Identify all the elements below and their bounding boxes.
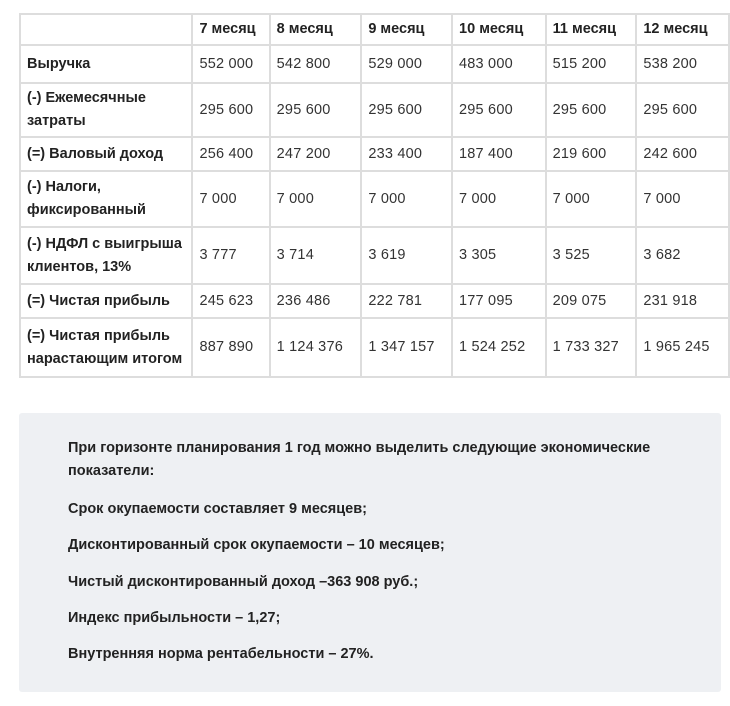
value-cell: 1 965 245 — [636, 318, 729, 377]
value-cell: 177 095 — [452, 284, 546, 318]
table-row — [20, 318, 729, 377]
summary-box — [19, 413, 721, 692]
value-cell: 236 486 — [270, 284, 362, 318]
value-cell: 887 890 — [192, 318, 269, 377]
value-cell: 529 000 — [361, 45, 452, 83]
header-cell: 7 месяц — [192, 14, 269, 45]
summary-item: Срок окупаемости составляет 9 месяцев; — [68, 501, 367, 517]
value-cell: 3 714 — [270, 227, 362, 284]
value-cell: 483 000 — [452, 45, 546, 83]
value-cell: 233 400 — [361, 137, 452, 171]
value-cell: 542 800 — [270, 45, 362, 83]
value-cell: 231 918 — [636, 284, 729, 318]
value-cell: 1 733 327 — [546, 318, 637, 377]
table-row — [20, 227, 729, 284]
header-cell: 9 месяц — [361, 14, 452, 45]
summary-item: Дисконтированный срок окупаемости – 10 месяцев; — [68, 537, 445, 553]
summary-item: Внутренняя норма рентабельности – 27%. — [68, 646, 374, 662]
value-cell: 3 525 — [546, 227, 637, 284]
row-label: (-) Налоги, фиксированный — [20, 171, 192, 227]
value-cell: 7 000 — [361, 171, 452, 227]
value-cell: 295 600 — [546, 83, 637, 137]
value-cell: 1 347 157 — [361, 318, 452, 377]
value-cell: 295 600 — [270, 83, 362, 137]
value-cell: 187 400 — [452, 137, 546, 171]
value-cell: 7 000 — [270, 171, 362, 227]
value-cell: 1 524 252 — [452, 318, 546, 377]
header-cell: 8 месяц — [270, 14, 362, 45]
summary-item: Индекс прибыльности – 1,27; — [68, 610, 281, 626]
summary-intro: При горизонте планирования 1 год можно выделить следующие экономические показатели: — [68, 440, 651, 479]
table-header-row — [20, 14, 729, 45]
table-row — [20, 171, 729, 227]
value-cell: 222 781 — [361, 284, 452, 318]
header-cell: 12 месяц — [636, 14, 729, 45]
value-cell: 3 305 — [452, 227, 546, 284]
value-cell: 295 600 — [361, 83, 452, 137]
table-row — [20, 284, 729, 318]
row-label: (=) Чистая прибыль нарастающим итогом — [20, 318, 192, 377]
row-label: (-) Ежемесячные затраты — [20, 83, 192, 137]
value-cell: 538 200 — [636, 45, 729, 83]
value-cell: 515 200 — [546, 45, 637, 83]
value-cell: 245 623 — [192, 284, 269, 318]
value-cell: 3 777 — [192, 227, 269, 284]
value-cell: 7 000 — [636, 171, 729, 227]
value-cell: 295 600 — [192, 83, 269, 137]
value-cell: 7 000 — [452, 171, 546, 227]
value-cell: 242 600 — [636, 137, 729, 171]
value-cell: 7 000 — [546, 171, 637, 227]
value-cell: 552 000 — [192, 45, 269, 83]
value-cell: 3 619 — [361, 227, 452, 284]
table-row — [20, 45, 729, 83]
header-cell: 10 месяц — [452, 14, 546, 45]
value-cell: 209 075 — [546, 284, 637, 318]
financial-table — [19, 13, 730, 378]
summary-item: Чистый дисконтированный доход –363 908 руб.; — [68, 574, 419, 590]
value-cell: 3 682 — [636, 227, 729, 284]
value-cell: 295 600 — [636, 83, 729, 137]
table-row — [20, 83, 729, 137]
value-cell: 295 600 — [452, 83, 546, 137]
value-cell: 7 000 — [192, 171, 269, 227]
row-label: Выручка — [20, 45, 192, 83]
value-cell: 247 200 — [270, 137, 362, 171]
header-cell — [20, 14, 192, 45]
row-label: (-) НДФЛ с выигрыша клиентов, 13% — [20, 227, 192, 284]
value-cell: 219 600 — [546, 137, 637, 171]
row-label: (=) Чистая прибыль — [20, 284, 192, 318]
table-row — [20, 137, 729, 171]
header-cell: 11 месяц — [546, 14, 637, 45]
value-cell: 1 124 376 — [270, 318, 362, 377]
value-cell: 256 400 — [192, 137, 269, 171]
row-label: (=) Валовый доход — [20, 137, 192, 171]
